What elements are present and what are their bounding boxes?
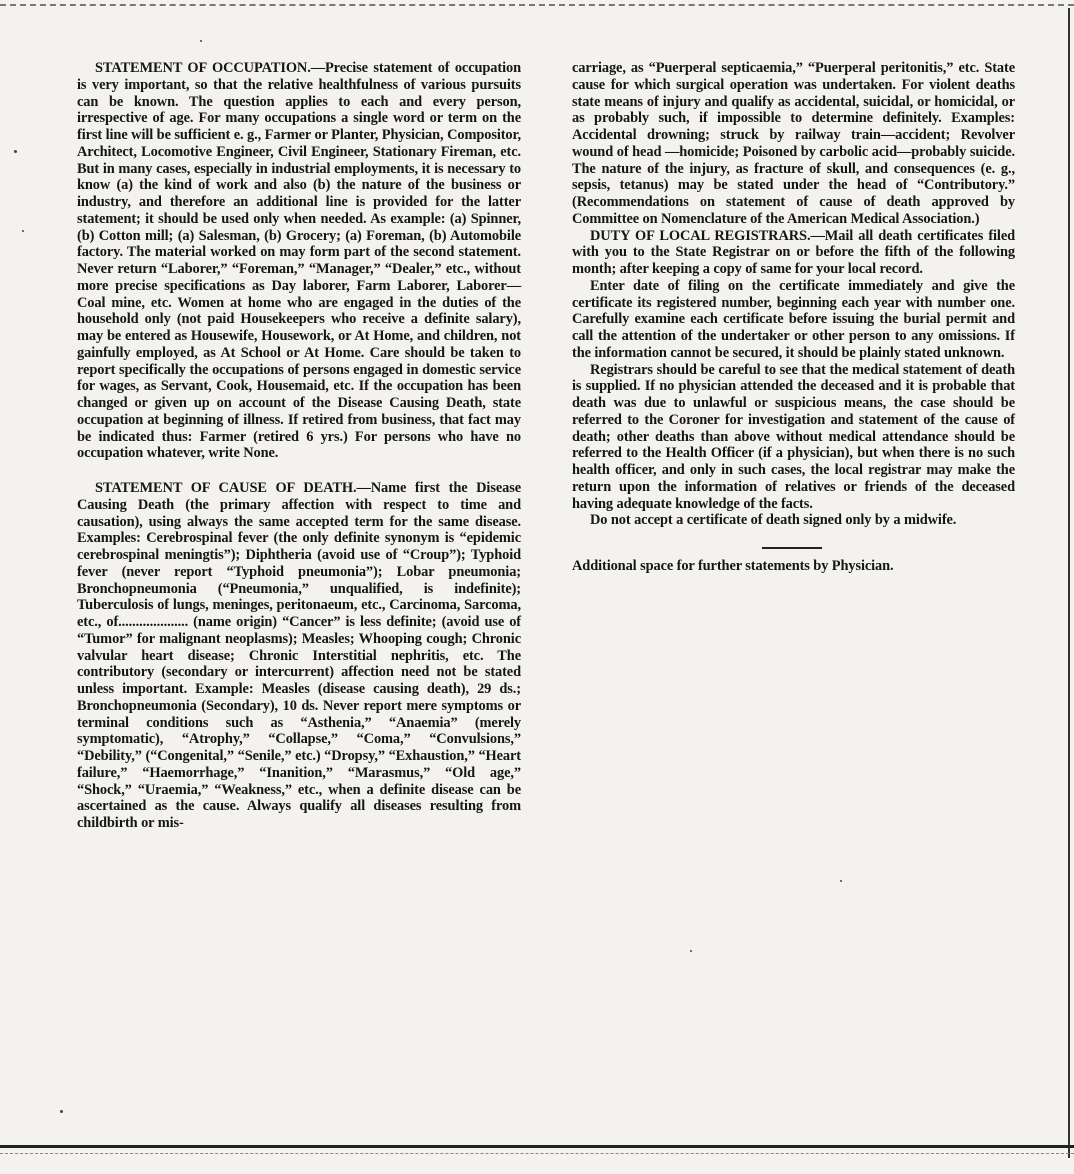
cause-of-death-body: —Name first the Disease Causing Death (the primary affection with respect to time and causation), using always the same accepted term for the same disease. Examples: Cerebrospinal fever (the only definite synonym is “epidemic cerebrospinal meningtis”); Diphtheria (avoid use of “Croup”); Typhoid fever (never report “Typhoid pneumonia”); Lobar pneumonia; Bronchopneumonia (“Pneumonia,” unqualified, is indefinite); Tuberculosis of lungs, meninges, peritonaeum, etc., Carcinoma, Sarcoma, etc., of.................... (name origin) “Cancer” is less definite; (avoid use of “Tumor” for malignant neoplasms); Measles; Whooping cough; Chronic valvular heart disease; Chronic Interstitial nephritis, etc. The contributory (secondary or intercurrent) affection need not be stated unless important. Example: Measles (disease causing death), 29 ds.; Bronchopneumonia (Secondary), 10 ds. Never report mere symptoms or terminal conditions such as “Asthenia,” “Anaemia” (merely symptomatic), “Atrophy,” “Collapse,” “Coma,” “Convulsions,” “Debility,” (“Congenital,” “Senile,” etc.) “Dropsy,” “Exhaustion,” “Heart failure,” “Haemorrhage,” “Inanition,” “Marasmus,” “Old age,” “Shock,” “Uraemia,” “Weakness,” etc., when a definite disease can be ascertained as the cause. Always qualify all diseases resulting from childbirth or mis- — [77, 480, 521, 831]
duty-body: —Mail all death certificates filed with you to the State Registrar on or before the fifth of the following month; after keeping a copy of same for your local record. — [572, 227, 1016, 277]
cause-of-death-heading: STATEMENT OF CAUSE OF DEATH. — [95, 480, 357, 496]
left-column — [77, 60, 521, 832]
right-border — [1068, 8, 1070, 1158]
section-divider — [762, 547, 822, 549]
cause-continuation-paragraph: carriage, as “Puerperal septicaemia,” “Puerperal peritonitis,” etc. State cause for which surgical operation was undertaken. For violent deaths state means of injury and qualify as accidental, suicidal, or homicidal, or as probably such, if impossible to determine definitely. Examples: Accidental drowning; struck by railway train—accident; Revolver wound of head —homicide; Poisoned by carbolic acid—probably suicide. The nature of the injury, as fracture of skull, and consequences (e. g., sepsis, tetanus) may be stated under the head of “Contributory.” (Recommendations on statement of cause of death approved by Committee on Nomenclature of the American Medical Association.) — [572, 60, 1015, 227]
bottom-border — [0, 1145, 1074, 1148]
scan-speck — [200, 40, 202, 42]
scan-speck — [690, 950, 692, 952]
scan-speck — [22, 230, 24, 232]
top-border — [0, 4, 1074, 6]
right-column — [572, 60, 1015, 575]
bottom-border-dashed — [0, 1153, 1074, 1154]
cause-of-death-paragraph — [77, 480, 521, 832]
additional-space-label: Additional space for further statements by Physician. — [572, 558, 894, 574]
duty-heading: DUTY OF LOCAL REGISTRARS. — [590, 227, 811, 244]
scan-speck — [14, 150, 17, 153]
scan-speck — [60, 1110, 63, 1113]
scan-speck — [840, 880, 842, 882]
medical-statement-paragraph: Registrars should be careful to see that the medical statement of death is supplied. If no physician attended the deceased and it is probable that death was due to unlawful or suspicious means, the case should be referred to the Coroner for investigation and statement of the cause of death; other deaths than above without medical attendance should be referred to the Health Officer (if a physician), but when there is no such health officer, and only in such cases, the local registrar may make the return upon the information of relatives or friends of the deceased having adequate knowledge of the facts. — [572, 361, 1015, 512]
duty-paragraph — [572, 228, 1015, 278]
occupation-heading: STATEMENT OF OCCUPATION. — [95, 60, 311, 76]
occupation-body: —Precise statement of occupation is very important, so that the relative healthfulness of various pursuits can be known. The question applies to each and every person, irrespective of age. For many occupations a single word or term on the first line will be sufficient e. g., Farmer or Planter, Physician, Compositor, Architect, Locomotive Engineer, Civil Engineer, Stationary Fireman, etc. But in many cases, especially in industrial employments, it is necessary to know (a) the kind of work and also (b) the nature of the business or industry, and therefore an additional line is provided for the latter statement; it should be used only when needed. As example: (a) Spinner, (b) Cotton mill; (a) Salesman, (b) Grocery; (a) Foreman, (b) Automobile factory. The material worked on may form part of the second statement. Never return “Laborer,” “Foreman,” “Manager,” “Dealer,” etc., without more precise specifications as Day laborer, Farm Laborer, Laborer—Coal mine, etc. Women at home who are engaged in the duties of the household only (not paid Housekeepers who receive a definite salary), may be entered as Housewife, Housework, or At Home, and children, not gainfully employed, as At School or At Home. Care should be taken to report specifically the occupations of persons engaged in domestic service for wages, as Servant, Cook, Housemaid, etc. If the occupation has been changed or given up on account of the Disease Causing Death, state occupation at beginning of illness. If retired from business, that fact may be indicated thus: Farmer (retired 6 yrs.) For persons who have no occupation whatever, write None. — [77, 60, 521, 462]
occupation-paragraph — [77, 60, 521, 462]
filing-paragraph: Enter date of filing on the certificate immediately and give the certificate its registered number, beginning each year with number one. Carefully examine each certificate before issuing the burial permit and call the attention of the undertaker or other person to any omissions. If the information cannot be secured, it should be plainly stated unknown. — [572, 277, 1015, 361]
midwife-paragraph: Do not accept a certificate of death signed only by a midwife. — [590, 512, 957, 529]
